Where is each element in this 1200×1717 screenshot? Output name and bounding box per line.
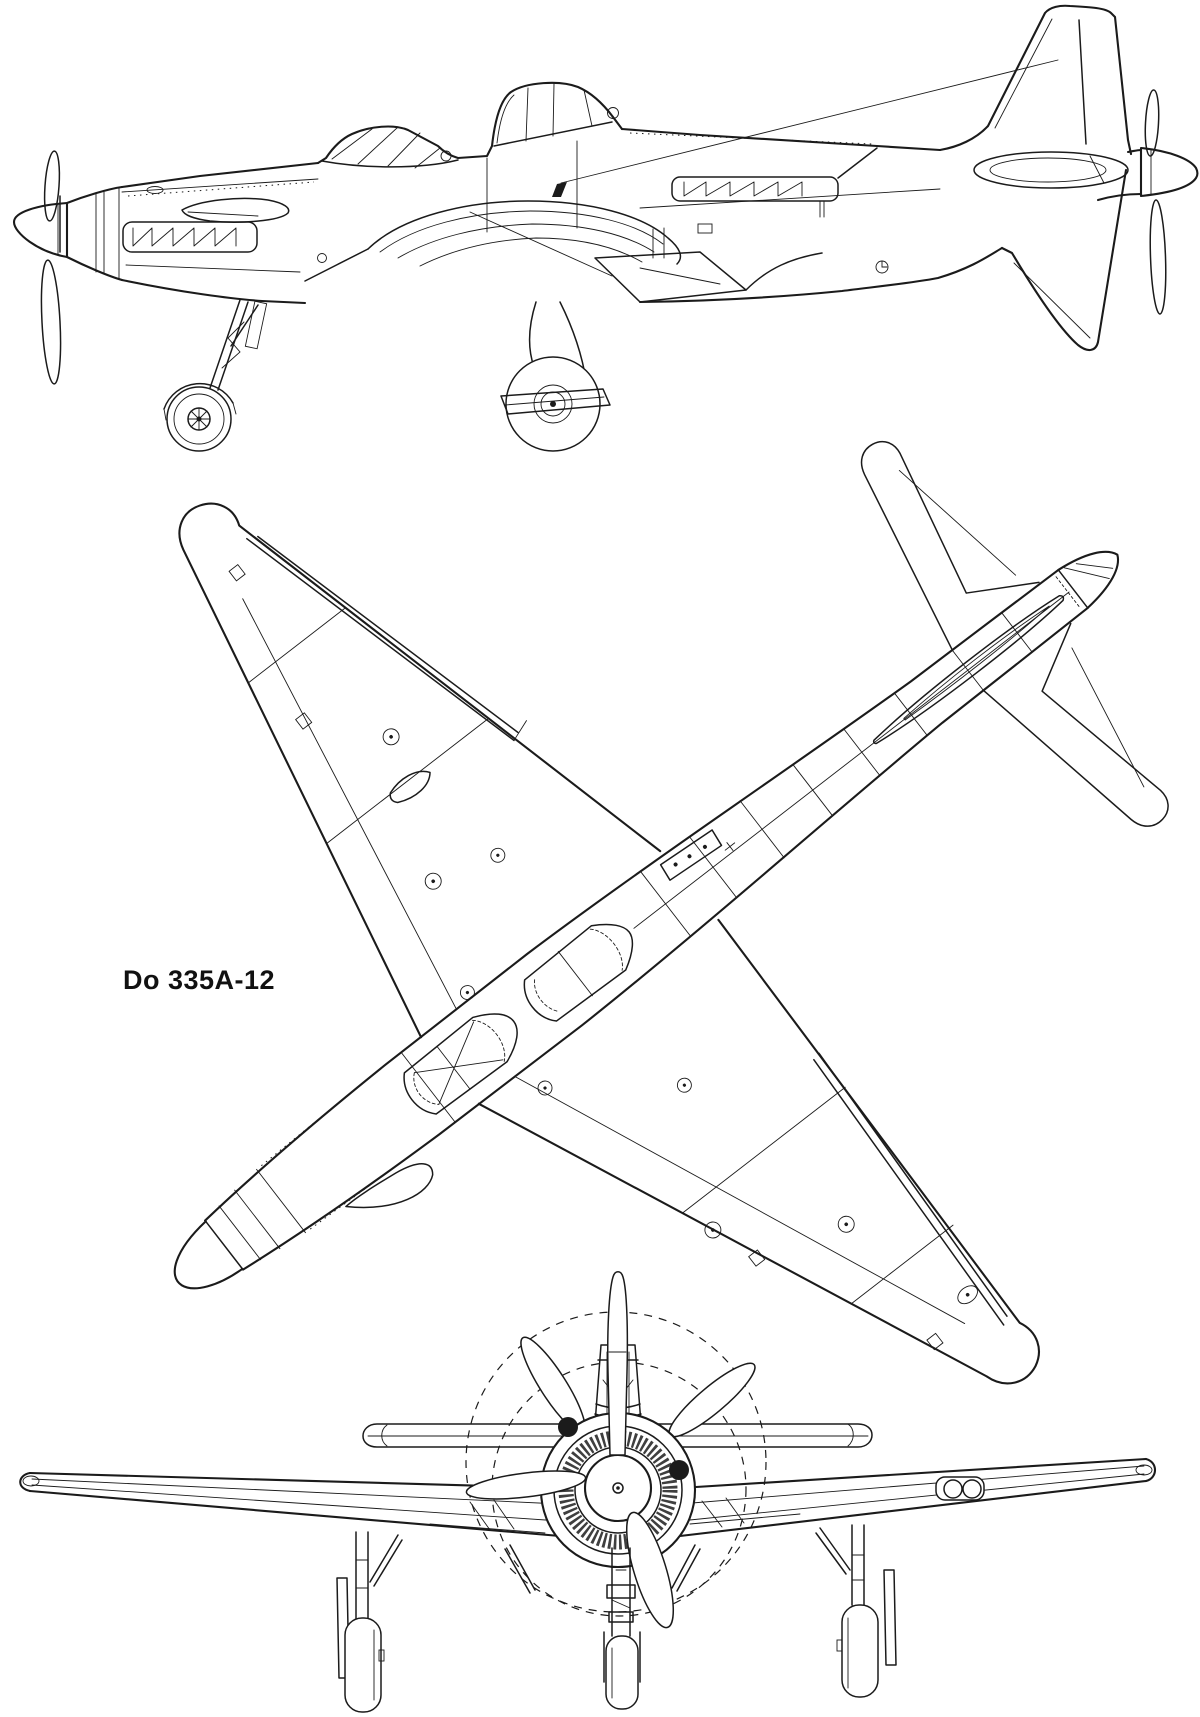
gun-muzzle-right [669, 1460, 689, 1480]
vertical-fin-and-rudder [940, 6, 1131, 154]
main-landing-gear-side [501, 302, 610, 451]
front-exhaust-stubs [123, 222, 257, 252]
plan-left-wing [80, 411, 661, 1038]
plan-front-canopy [395, 999, 531, 1122]
front-nose-gear [505, 1545, 700, 1709]
aircraft-type-label: Do 335A-12 [123, 965, 276, 995]
plan-rear-canopy [515, 910, 646, 1029]
front-right-wing [680, 1459, 1155, 1536]
front-spinner [14, 203, 67, 257]
nose-landing-gear-side [164, 300, 267, 451]
plan-rear-spinner [1054, 536, 1132, 612]
rear-canopy [494, 84, 619, 146]
front-canopy [322, 127, 458, 168]
gun-muzzle-left [558, 1417, 578, 1437]
supercharger-intake-scoop [182, 198, 289, 222]
rear-propeller [1144, 90, 1168, 315]
front-right-main-gear [816, 1525, 896, 1697]
side-view [14, 6, 1198, 451]
wing-root-side [305, 201, 822, 302]
front-view [20, 1272, 1155, 1712]
tailplane-side [974, 152, 1128, 188]
rear-exhaust-stubs [672, 148, 877, 217]
front-left-main-gear [337, 1532, 402, 1712]
front-propeller [39, 151, 63, 385]
